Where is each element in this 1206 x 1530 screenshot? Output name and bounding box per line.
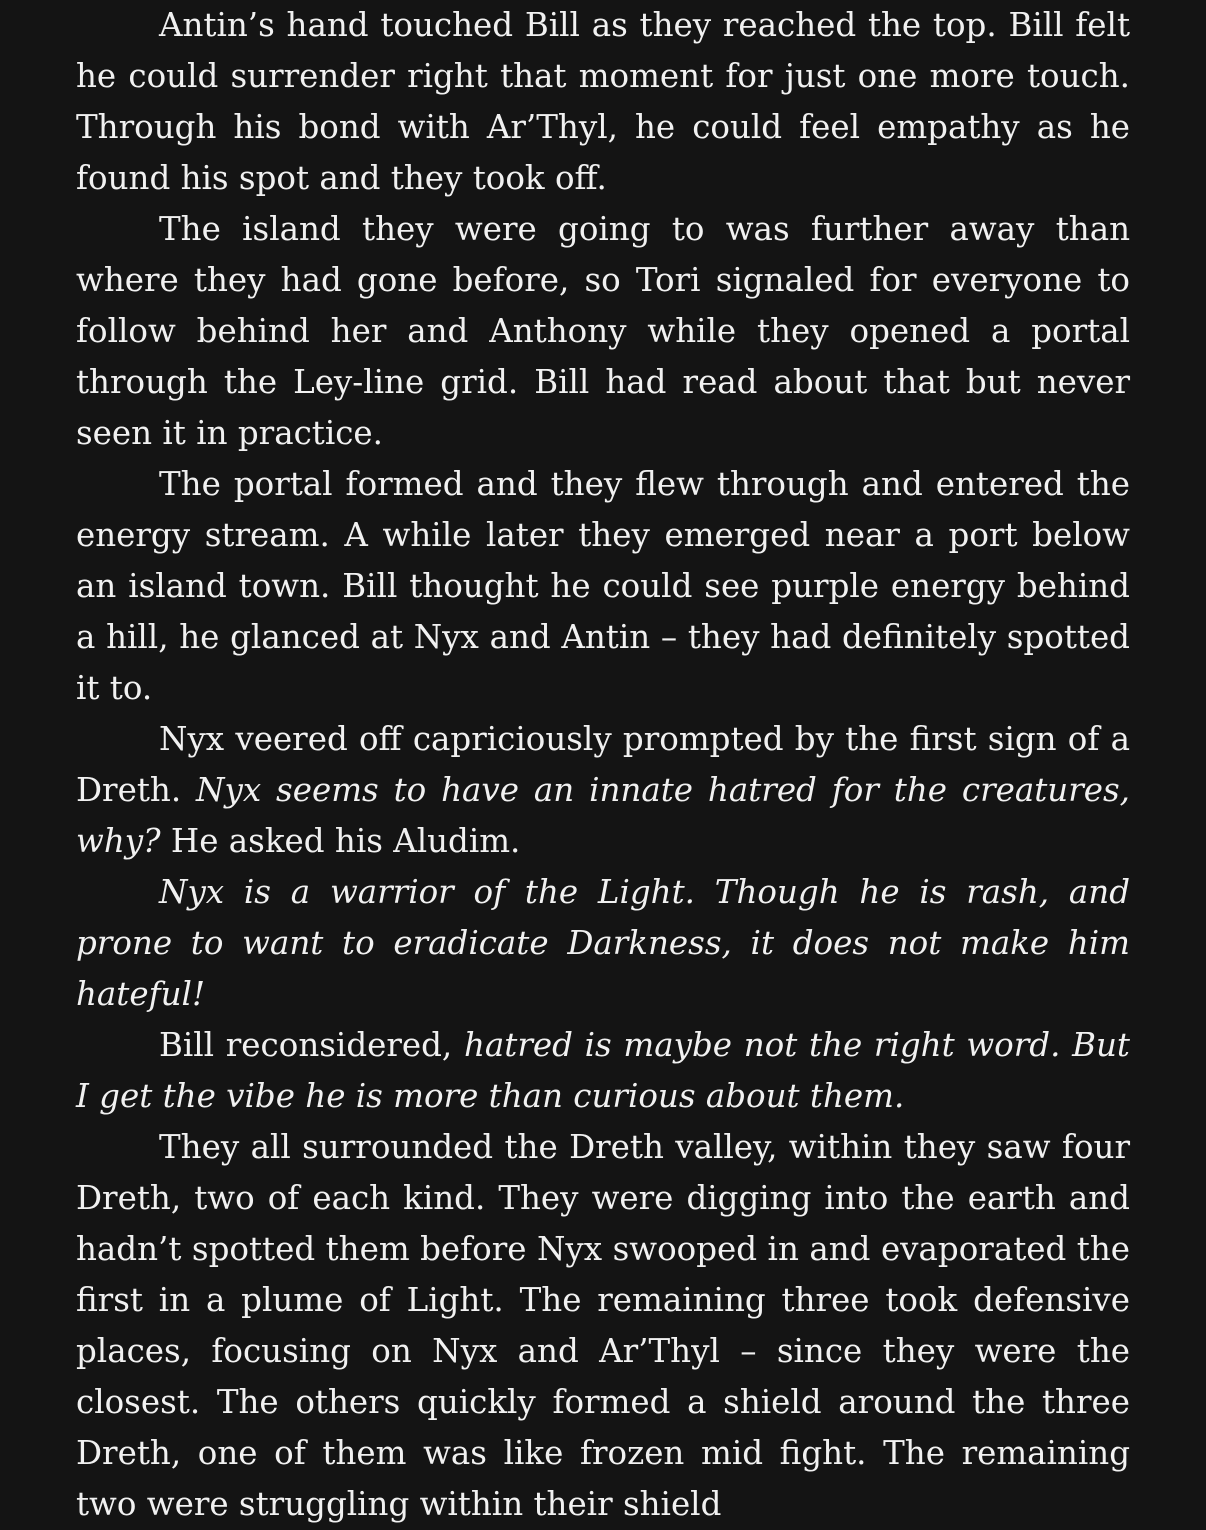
ebook-page: [76, 0, 1130, 1530]
paragraph-6: [76, 1020, 1130, 1122]
paragraph-2: [76, 204, 1130, 459]
inner-thought-text: hatred is maybe not the right word. But I get the vibe he is more than curious about them.: [76, 1026, 1130, 1115]
paragraph-text: Antin’s hand touched Bill as they reached the top. Bill felt he could surrender right that moment for just one more touch. Through his bond with Ar’Thyl, he could feel empathy as he found his spot and they took off.: [76, 6, 1130, 197]
paragraph-text: Nyx veered off capriciously prompted by the first sign of a Dreth.: [76, 720, 1130, 809]
inner-thought-text: Nyx seems to have an innate hatred for the creatures, why?: [76, 771, 1130, 860]
paragraph-text: The portal formed and they flew through and entered the energy stream. A while later they emerged near a port below an island town. Bill thought he could see purple energy behind a hill, he glanced at Nyx and Antin – they had definitely spotted it to.: [76, 465, 1130, 707]
paragraph-text: The island they were going to was further away than where they had gone before, so Tori signaled for everyone to follow behind her and Anthony while they opened a portal through the Ley-line grid. Bill had read about that but never seen it in practice.: [76, 210, 1130, 452]
paragraph-7: [76, 1122, 1130, 1530]
paragraph-text: Bill reconsidered,: [159, 1026, 464, 1064]
telepathic-dialogue-text: Nyx is a warrior of the Light. Though he is rash, and prone to want to eradicate Darkness, it does not make him hateful!: [76, 873, 1130, 1013]
paragraph-3: [76, 459, 1130, 714]
paragraph-4: [76, 714, 1130, 867]
paragraph-text: They all surrounded the Dreth valley, within they saw four Dreth, two of each kind. They were digging into the earth and hadn’t spotted them before Nyx swooped in and evaporated the first in a plume of Light. The remaining three took defensive places, focusing on Nyx and Ar’Thyl – since they were the closest. The others quickly formed a shield around the three Dreth, one of them was like frozen mid fight. The remaining two were struggling within their shield: [76, 1128, 1130, 1523]
paragraph-1: [76, 0, 1130, 204]
paragraph-text: He asked his Aludim.: [160, 822, 521, 860]
paragraph-5: [76, 867, 1130, 1020]
